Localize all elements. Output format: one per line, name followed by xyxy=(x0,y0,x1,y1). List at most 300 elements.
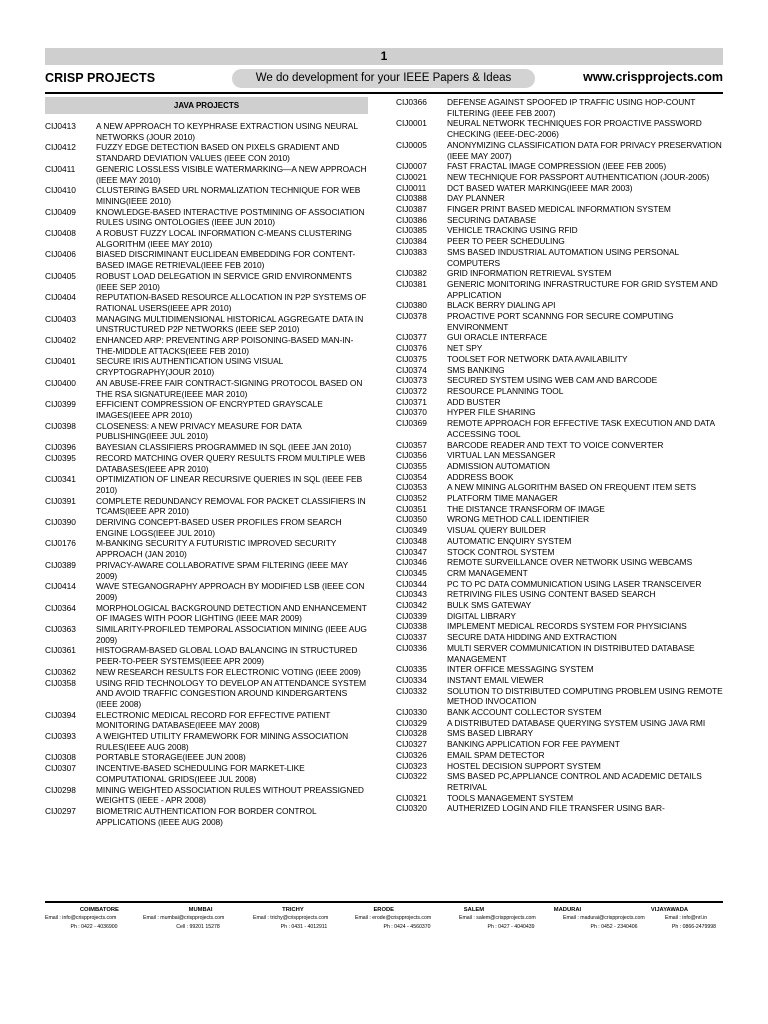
project-code: CIJ0007 xyxy=(396,161,427,172)
project-title: BARCODE READER AND TEXT TO VOICE CONVERTER xyxy=(447,439,664,450)
project-entry xyxy=(396,311,726,332)
project-title: FUZZY EDGE DETECTION BASED ON PIXELS GRADIENT AND STANDARD DEVIATION VALUES (IEEE CON 2010) xyxy=(96,142,340,164)
project-entry xyxy=(396,440,726,451)
project-entry xyxy=(45,249,368,270)
project-code: CIJ0011 xyxy=(396,182,427,193)
project-entry xyxy=(396,568,726,579)
footer-phone: Ph : 0422 - 4036900 xyxy=(70,923,118,930)
project-code: CIJ0410 xyxy=(45,185,76,196)
project-code: CIJ0327 xyxy=(396,739,427,750)
project-entry xyxy=(45,453,368,474)
project-title: NEURAL NETWORK TECHNIQUES FOR PROACTIVE PASSWORD CHECKING (IEEE-DEC-2006) xyxy=(447,118,702,140)
project-code: CIJ0393 xyxy=(45,731,76,742)
project-entry xyxy=(396,461,726,472)
project-code: CIJ0326 xyxy=(396,749,427,760)
project-title: ANONYMIZING CLASSIFICATION DATA FOR PRIVACY PRESERVATION (IEEE MAY 2007) xyxy=(447,139,722,161)
project-code: CIJ0346 xyxy=(396,557,427,568)
project-title: SMS BASED INDUSTRIAL AUTOMATION USING PERSONAL COMPUTERS xyxy=(447,246,679,268)
project-code: CIJ0297 xyxy=(45,806,76,816)
project-entry xyxy=(396,300,726,311)
project-title: HISTOGRAM-BASED GLOBAL LOAD BALANCING IN STRUCTURED PEER-TO-PEER SYSTEMS(IEEE APR 2009) xyxy=(96,645,358,667)
project-entry xyxy=(45,560,368,581)
project-code: CIJ0378 xyxy=(396,311,427,322)
footer-email: Email : mumbai@crispprojects.com xyxy=(143,915,225,922)
project-code: CIJ0355 xyxy=(396,460,427,471)
project-code: CIJ0377 xyxy=(396,332,427,343)
project-entry xyxy=(396,579,726,590)
project-entry xyxy=(396,771,726,792)
project-code: CIJ0402 xyxy=(45,335,76,346)
footer-email: Email : info@crispprojects.com xyxy=(45,915,117,922)
project-title: AUTOMATIC ENQUIRY SYSTEM xyxy=(447,535,572,546)
project-code: CIJ0381 xyxy=(396,278,427,289)
project-code: CIJ0334 xyxy=(396,674,427,685)
project-code: CIJ0373 xyxy=(396,375,427,386)
project-code: CIJ0401 xyxy=(45,356,76,367)
project-code: CIJ0347 xyxy=(396,546,427,557)
project-title: BLACK BERRY DIALING API xyxy=(447,300,556,311)
project-entry xyxy=(396,418,726,439)
project-code: CIJ0308 xyxy=(45,752,76,763)
project-entry xyxy=(396,204,726,215)
project-entry xyxy=(396,493,726,504)
project-title: RESOURCE PLANNING TOOL xyxy=(447,385,564,396)
project-title: OPTIMIZATION OF LINEAR RECURSIVE QUERIES IN SQL (IEEE FEB 2010) xyxy=(96,474,363,495)
project-title: DEFENSE AGAINST SPOOFED IP TRAFFIC USING HOP-COUNT FILTERING (IEEE FEB 2007) xyxy=(447,97,696,118)
project-entry xyxy=(396,118,726,139)
left-column xyxy=(45,97,368,827)
project-code: CIJ0343 xyxy=(396,589,427,600)
project-code: CIJ0320 xyxy=(396,803,427,814)
project-title: PLATFORM TIME MANAGER xyxy=(447,493,558,504)
project-entry xyxy=(396,268,726,279)
footer-city: SALEM xyxy=(463,907,485,913)
project-code: CIJ0338 xyxy=(396,621,427,632)
project-code: CIJ0362 xyxy=(45,666,76,677)
project-title: PORTABLE STORAGE(IEEE JUN 2008) xyxy=(96,752,246,763)
project-entry xyxy=(396,375,726,386)
footer-city: MADURAI xyxy=(553,907,582,913)
project-code: CIJ0330 xyxy=(396,707,427,718)
project-entry xyxy=(45,538,368,559)
project-title: REMOTE APPROACH FOR EFFECTIVE TASK EXECUTION AND DATA ACCESSING TOOL xyxy=(447,418,715,439)
project-title: VIRTUAL LAN MESSANGER xyxy=(447,450,556,461)
project-entry xyxy=(396,279,726,300)
project-title: REMOTE SURVEILLANCE OVER NETWORK USING WEBCAMS xyxy=(447,557,693,568)
project-entry xyxy=(396,332,726,343)
project-title: SMS BANKING xyxy=(447,364,505,375)
project-title: BANK ACCOUNT COLLECTOR SYSTEM xyxy=(447,707,602,718)
project-title: CLOSENESS: A NEW PRIVACY MEASURE FOR DATA PUBLISHING(IEEE JUL 2010) xyxy=(96,420,302,442)
left-project-list xyxy=(45,121,368,827)
project-entry xyxy=(396,482,726,493)
project-title: DAY PLANNER xyxy=(447,193,505,204)
project-title: USING RFID TECHNOLOGY TO DEVELOP AN ATTENDANCE SYSTEM AND AVOID TRAFFIC CONGESTION AROUND KINDERGARTENS (IEEE 2008) xyxy=(96,677,367,709)
project-entry xyxy=(45,335,368,356)
project-title: EMAIL SPAM DETECTOR xyxy=(447,749,545,760)
project-code: CIJ0005 xyxy=(396,139,427,150)
project-entry xyxy=(45,356,368,377)
project-title: GENERIC MONITORING INFRASTRUCTURE FOR GRID SYSTEM AND APPLICATION xyxy=(447,278,718,300)
project-title: HYPER FILE SHARING xyxy=(447,407,536,418)
project-title: DCT BASED WATER MARKING(IEEE MAR 2003) xyxy=(447,182,633,193)
project-entry xyxy=(396,557,726,568)
project-code: CIJ0342 xyxy=(396,600,427,611)
project-title: INCENTIVE-BASED SCHEDULING FOR MARKET-LIKE COMPUTATIONAL GRIDS(IEEE JUL 2008) xyxy=(96,763,305,784)
project-entry xyxy=(396,472,726,483)
project-entry xyxy=(396,589,726,600)
project-code: CIJ0001 xyxy=(396,118,427,129)
project-entry xyxy=(45,121,368,142)
project-entry xyxy=(45,164,368,185)
project-title: TOOLSET FOR NETWORK DATA AVAILABILITY xyxy=(447,353,628,364)
project-title: RECORD MATCHING OVER QUERY RESULTS FROM MULTIPLE WEB DATABASES(IEEE APR 2010) xyxy=(96,452,366,474)
project-title: ELECTRONIC MEDICAL RECORD FOR EFFECTIVE PATIENT MONITORING DATABASE(IEEE MAY 2008) xyxy=(96,709,331,731)
project-entry xyxy=(45,142,368,163)
project-code: CIJ0412 xyxy=(45,142,76,153)
project-title: CRM MANAGEMENT xyxy=(447,567,528,578)
footer-cities xyxy=(45,906,723,914)
project-title: HOSTEL DECISION SUPPORT SYSTEM xyxy=(447,760,601,771)
project-entry xyxy=(396,236,726,247)
footer-phones xyxy=(45,923,723,931)
project-entry xyxy=(396,386,726,397)
project-code: CIJ0372 xyxy=(396,385,427,396)
project-title: TOOLS MANAGEMENT SYSTEM xyxy=(447,792,574,803)
project-title: MANAGING MULTIDIMENSIONAL HISTORICAL AGGREGATE DATA IN UNSTRUCTURED P2P NETWORKS (IEEE SEP 2010) xyxy=(96,313,364,335)
project-title: BANKING APPLICATION FOR FEE PAYMENT xyxy=(447,739,620,750)
project-entry xyxy=(396,504,726,515)
project-entry xyxy=(45,314,368,335)
project-code: CIJ0341 xyxy=(45,474,76,485)
project-code: CIJ0391 xyxy=(45,495,76,506)
footer xyxy=(45,906,723,931)
project-code: CIJ0413 xyxy=(45,121,76,131)
project-code: CIJ0339 xyxy=(396,610,427,621)
project-code: CIJ0394 xyxy=(45,709,76,720)
project-code: CIJ0353 xyxy=(396,482,427,493)
footer-city: TRICHY xyxy=(282,907,304,913)
project-entry xyxy=(45,474,368,495)
project-title: ADD BUSTER xyxy=(447,396,501,407)
project-code: CIJ0361 xyxy=(45,645,76,656)
project-entry xyxy=(45,806,368,827)
project-entry xyxy=(396,172,726,183)
project-entry xyxy=(396,750,726,761)
project-title: ADDRESS BOOK xyxy=(447,471,514,482)
project-entry xyxy=(45,763,368,784)
project-entry xyxy=(396,707,726,718)
project-title: ADMISSION AUTOMATION xyxy=(447,460,550,471)
project-entry xyxy=(396,686,726,707)
project-code: CIJ0307 xyxy=(45,763,76,774)
project-entry xyxy=(396,718,726,729)
project-entry xyxy=(396,547,726,558)
project-entry xyxy=(45,731,368,752)
project-title: BAYESIAN CLASSIFIERS PROGRAMMED IN SQL (IEEE JAN 2010) xyxy=(96,442,352,453)
project-code: CIJ0380 xyxy=(396,300,427,311)
project-title: CLUSTERING BASED URL NORMALIZATION TECHNIQUE FOR WEB MINING(IEEE 2010) xyxy=(96,185,361,206)
project-entry xyxy=(45,785,368,806)
project-title: ENHANCED ARP: PREVENTING ARP POISONING-BASED MAN-IN-THE-MIDDLE ATTACKS(IEEE FEB 2010) xyxy=(96,335,354,356)
project-code: CIJ0329 xyxy=(396,717,427,728)
project-title: THE DISTANCE TRANSFORM OF IMAGE xyxy=(447,503,605,514)
footer-phone: Ph : 0431 - 4012911 xyxy=(280,923,328,930)
project-title: AN ABUSE-FREE FAIR CONTRACT-SIGNING PROTOCOL BASED ON THE RSA SIGNATURE(IEEE MAR 2010) xyxy=(96,377,363,399)
project-title: M-BANKING SECURITY A FUTURISTIC IMPROVED SECURITY APPROACH (JAN 2010) xyxy=(96,538,337,560)
project-code: CIJ0321 xyxy=(396,792,427,803)
project-entry xyxy=(396,161,726,172)
footer-rule xyxy=(45,901,723,903)
project-code: CIJ0350 xyxy=(396,514,427,525)
project-entry xyxy=(45,442,368,453)
project-title: EFFICIENT COMPRESSION OF ENCRYPTED GRAYSCALE IMAGES(IEEE APR 2010) xyxy=(96,399,323,420)
project-entry xyxy=(45,496,368,517)
project-code: CIJ0400 xyxy=(45,377,76,388)
footer-email: Email : salem@crispprojects.com xyxy=(459,915,536,922)
project-entry xyxy=(396,365,726,376)
project-entry xyxy=(396,621,726,632)
project-title: PRIVACY-AWARE COLLABORATIVE SPAM FILTERING (IEEE MAY 2009) xyxy=(96,559,348,581)
project-title: DERIVING CONCEPT-BASED USER PROFILES FROM SEARCH ENGINE LOGS(IEEE JUL 2010) xyxy=(96,517,342,538)
project-title: WRONG METHOD CALL IDENTIFIER xyxy=(447,514,590,525)
project-entry xyxy=(45,603,368,624)
project-title: PEER TO PEER SCHEDULING xyxy=(447,236,565,247)
project-entry xyxy=(396,140,726,161)
right-column xyxy=(396,97,726,814)
project-title: FINGER PRINT BASED MEDICAL INFORMATION SYSTEM xyxy=(447,204,671,215)
project-title: INSTANT EMAIL VIEWER xyxy=(447,674,544,685)
project-code: CIJ0414 xyxy=(45,581,76,592)
project-code: CIJ0382 xyxy=(396,268,427,279)
project-code: CIJ0399 xyxy=(45,399,76,410)
project-title: DIGITAL LIBRARY xyxy=(447,610,516,621)
footer-email: Email : madurai@crispprojects.com xyxy=(563,915,645,922)
project-title: VISUAL QUERY BUILDER xyxy=(447,525,546,536)
project-title: SECURE IRIS AUTHENTICATION USING VISUAL CRYPTOGRAPHY(JOUR 2010) xyxy=(96,356,283,378)
project-code: CIJ0395 xyxy=(45,452,76,463)
project-code: CIJ0408 xyxy=(45,228,76,239)
project-code: CIJ0345 xyxy=(396,567,427,578)
project-entry xyxy=(45,228,368,249)
project-code: CIJ0389 xyxy=(45,559,76,570)
project-code: CIJ0371 xyxy=(396,396,427,407)
footer-phone: Ph : 0424 - 4560370 xyxy=(383,923,431,930)
project-entry xyxy=(396,514,726,525)
project-entry xyxy=(396,793,726,804)
project-entry xyxy=(396,803,726,814)
project-code: CIJ0176 xyxy=(45,538,76,549)
project-code: CIJ0348 xyxy=(396,535,427,546)
project-entry xyxy=(396,664,726,675)
project-entry xyxy=(396,407,726,418)
project-entry xyxy=(45,710,368,731)
project-code: CIJ0409 xyxy=(45,206,76,217)
project-title: INTER OFFICE MESSAGING SYSTEM xyxy=(447,664,594,675)
project-code: CIJ0357 xyxy=(396,439,427,450)
project-code: CIJ0298 xyxy=(45,784,76,795)
project-entry xyxy=(45,271,368,292)
project-entry xyxy=(45,667,368,678)
project-title: FAST FRACTAL IMAGE COMPRESSION (IEEE FEB 2005) xyxy=(447,161,667,172)
project-entry xyxy=(45,678,368,710)
project-title: NEW TECHNIQUE FOR PASSPORT AUTHENTICATION (JOUR-2005) xyxy=(447,171,710,182)
project-title: PC TO PC DATA COMMUNICATION USING LASER TRANSCEIVER xyxy=(447,578,702,589)
project-title: SECURING DATABASE xyxy=(447,214,537,225)
project-entry xyxy=(396,247,726,268)
brand-name: CRISP PROJECTS xyxy=(45,71,156,85)
project-title: WAVE STEGANOGRAPHY APPROACH BY MODIFIED LSB (IEEE CON 2009) xyxy=(96,581,365,602)
project-title: BIOMETRIC AUTHENTICATION FOR BORDER CONTROL APPLICATIONS (IEEE AUG 2008) xyxy=(96,806,317,827)
project-code: CIJ0332 xyxy=(396,685,427,696)
footer-city: VIJAYAWADA xyxy=(650,907,689,913)
project-code: CIJ0344 xyxy=(396,578,427,589)
project-code: CIJ0328 xyxy=(396,728,427,739)
header-rule xyxy=(45,92,723,94)
page-number: 1 xyxy=(45,48,723,65)
project-code: CIJ0336 xyxy=(396,642,427,653)
project-entry xyxy=(396,215,726,226)
footer-email: Email : info@nrl.in xyxy=(665,915,708,922)
project-entry xyxy=(396,225,726,236)
project-title: ROBUST LOAD DELEGATION IN SERVICE GRID ENVIRONMENTS (IEEE SEP 2010) xyxy=(96,270,352,292)
footer-phone: Ph : 0427 - 4040439 xyxy=(487,923,535,930)
project-entry xyxy=(396,397,726,408)
project-title: NEW RESEARCH RESULTS FOR ELECTRONIC VOTING (IEEE 2009) xyxy=(96,666,361,677)
project-title: A NEW APPROACH TO KEYPHRASE EXTRACTION USING NEURAL NETWORKS (JOUR 2010) xyxy=(96,121,358,142)
project-code: CIJ0322 xyxy=(396,771,427,782)
project-code: CIJ0352 xyxy=(396,493,427,504)
project-entry xyxy=(396,183,726,194)
project-entry xyxy=(396,354,726,365)
project-code: CIJ0384 xyxy=(396,236,427,247)
project-entry xyxy=(45,517,368,538)
project-title: SOLUTION TO DISTRIBUTED COMPUTING PROBLEM USING REMOTE METHOD INVOCATION xyxy=(447,685,723,707)
project-code: CIJ0356 xyxy=(396,450,427,461)
project-code: CIJ0363 xyxy=(45,624,76,635)
project-entry xyxy=(396,343,726,354)
project-entry xyxy=(396,193,726,204)
project-code: CIJ0369 xyxy=(396,418,427,429)
project-code: CIJ0405 xyxy=(45,270,76,281)
project-title: REPUTATION-BASED RESOURCE ALLOCATION IN P2P SYSTEMS OF RATIONAL USERS(IEEE APR 2010) xyxy=(96,292,367,313)
project-code: CIJ0335 xyxy=(396,664,427,675)
project-title: BULK SMS GATEWAY xyxy=(447,600,532,611)
project-title: GRID INFORMATION RETRIEVAL SYSTEM xyxy=(447,268,612,279)
footer-email: Email : trichy@crispprojects.com xyxy=(253,915,329,922)
footer-phone: Ph : 0866-2479998 xyxy=(671,923,717,930)
project-title: COMPLETE REDUNDANCY REMOVAL FOR PACKET CLASSIFIERS IN TCAMS(IEEE APR 2010) xyxy=(96,495,366,517)
project-entry xyxy=(45,421,368,442)
footer-phone: Ph : 0452 - 2340406 xyxy=(590,923,638,930)
project-title: MORPHOLOGICAL BACKGROUND DETECTION AND ENHANCEMENT OF IMAGES WITH POOR LIGHTING (IEEE MAR 2009) xyxy=(96,602,367,624)
project-code: CIJ0370 xyxy=(396,407,427,418)
footer-phone: Cell : 99201 15278 xyxy=(176,923,220,930)
project-entry xyxy=(45,378,368,399)
project-code: CIJ0390 xyxy=(45,517,76,528)
project-entry xyxy=(45,399,368,420)
footer-email: Email : erode@crispprojects.com xyxy=(355,915,432,922)
project-entry xyxy=(396,525,726,536)
project-code: CIJ0349 xyxy=(396,525,427,536)
project-code: CIJ0376 xyxy=(396,343,427,354)
project-title: A NEW MINING ALGORITHM BASED ON FREQUENT ITEM SETS xyxy=(447,482,697,493)
project-code: CIJ0366 xyxy=(396,97,427,107)
project-title: MULTI SERVER COMMUNICATION IN DISTRIBUTED DATABASE MANAGEMENT xyxy=(447,642,695,664)
project-entry xyxy=(396,600,726,611)
footer-city: MUMBAI xyxy=(188,907,213,913)
project-title: SECURED SYSTEM USING WEB CAM AND BARCODE xyxy=(447,375,658,386)
project-entry xyxy=(45,624,368,645)
project-title: PROACTIVE PORT SCANNNG FOR SECURE COMPUTING ENVIRONMENT xyxy=(447,311,674,332)
project-code: CIJ0323 xyxy=(396,760,427,771)
tagline: We do development for your IEEE Papers & Ideas xyxy=(232,69,535,88)
project-title: NET SPY xyxy=(447,343,483,354)
project-code: CIJ0388 xyxy=(396,193,427,204)
project-title: SIMILARITY-PROFILED TEMPORAL ASSOCIATION MINING (IEEE AUG 2009) xyxy=(96,624,367,645)
footer-emails xyxy=(45,914,723,922)
project-entry xyxy=(396,728,726,739)
project-code: CIJ0385 xyxy=(396,225,427,236)
project-code: CIJ0398 xyxy=(45,420,76,431)
footer-city: ERODE xyxy=(373,907,395,913)
project-title: SMS BASED PC,APPLIANCE CONTROL AND ACADEMIC DETAILS RETRIVAL xyxy=(447,771,702,792)
project-code: CIJ0364 xyxy=(45,602,76,613)
project-code: CIJ0354 xyxy=(396,471,427,482)
project-code: CIJ0351 xyxy=(396,503,427,514)
project-code: CIJ0404 xyxy=(45,292,76,303)
project-title: MINING WEIGHTED ASSOCIATION RULES WITHOUT PREASSIGNED WEIGHTS (IEEE - APR 2008) xyxy=(96,784,364,806)
project-code: CIJ0374 xyxy=(396,364,427,375)
project-entry xyxy=(45,207,368,228)
project-title: A WEIGHTED UTILITY FRAMEWORK FOR MINING ASSOCIATION RULES(IEEE AUG 2008) xyxy=(96,731,349,752)
footer-city: COIMBATORE xyxy=(79,907,119,913)
project-code: CIJ0375 xyxy=(396,353,427,364)
project-code: CIJ0396 xyxy=(45,442,76,453)
project-entry xyxy=(45,752,368,763)
project-code: CIJ0387 xyxy=(396,204,427,215)
right-project-list xyxy=(396,97,726,814)
project-title: GUI ORACLE INTERFACE xyxy=(447,332,547,343)
project-entry xyxy=(396,536,726,547)
project-entry xyxy=(396,97,726,118)
project-entry xyxy=(45,292,368,313)
project-title: IMPLEMENT MEDICAL RECORDS SYSTEM FOR PHYSICIANS xyxy=(447,621,687,632)
project-code: CIJ0411 xyxy=(45,163,76,174)
project-code: CIJ0386 xyxy=(396,214,427,225)
project-entry xyxy=(45,645,368,666)
project-entry xyxy=(396,611,726,622)
section-title: JAVA PROJECTS xyxy=(45,97,368,114)
website-link[interactable]: www.crispprojects.com xyxy=(583,70,723,84)
project-title: GENERIC LOSSLESS VISIBLE WATERMARKING—A NEW APPROACH (IEEE MAY 2010) xyxy=(96,163,367,185)
project-title: AUTHERIZED LOGIN AND FILE TRANSFER USING BAR- xyxy=(447,803,665,814)
project-entry xyxy=(396,643,726,664)
project-title: RETRIVING FILES USING CONTENT BASED SEARCH xyxy=(447,589,656,600)
project-title: SECURE DATA HIDDING AND EXTRACTION xyxy=(447,632,617,643)
project-entry xyxy=(396,675,726,686)
project-code: CIJ0403 xyxy=(45,313,76,324)
project-entry xyxy=(45,185,368,206)
project-title: BIASED DISCRIMINANT EUCLIDEAN EMBEDDING FOR CONTENT-BASED IMAGE RETRIEVAL(IEEE FEB 2010) xyxy=(96,249,356,271)
project-entry xyxy=(396,739,726,750)
project-entry xyxy=(396,632,726,643)
project-title: A DISTRIBUTED DATABASE QUERYING SYSTEM USING JAVA RMI xyxy=(447,717,706,728)
project-entry xyxy=(396,761,726,772)
project-code: CIJ0383 xyxy=(396,246,427,257)
project-code: CIJ0406 xyxy=(45,249,76,260)
project-title: KNOWLEDGE-BASED INTERACTIVE POSTMINING OF ASSOCIATION RULES USING ONTOLOGIES (IEEE JUN 2010) xyxy=(96,206,365,228)
